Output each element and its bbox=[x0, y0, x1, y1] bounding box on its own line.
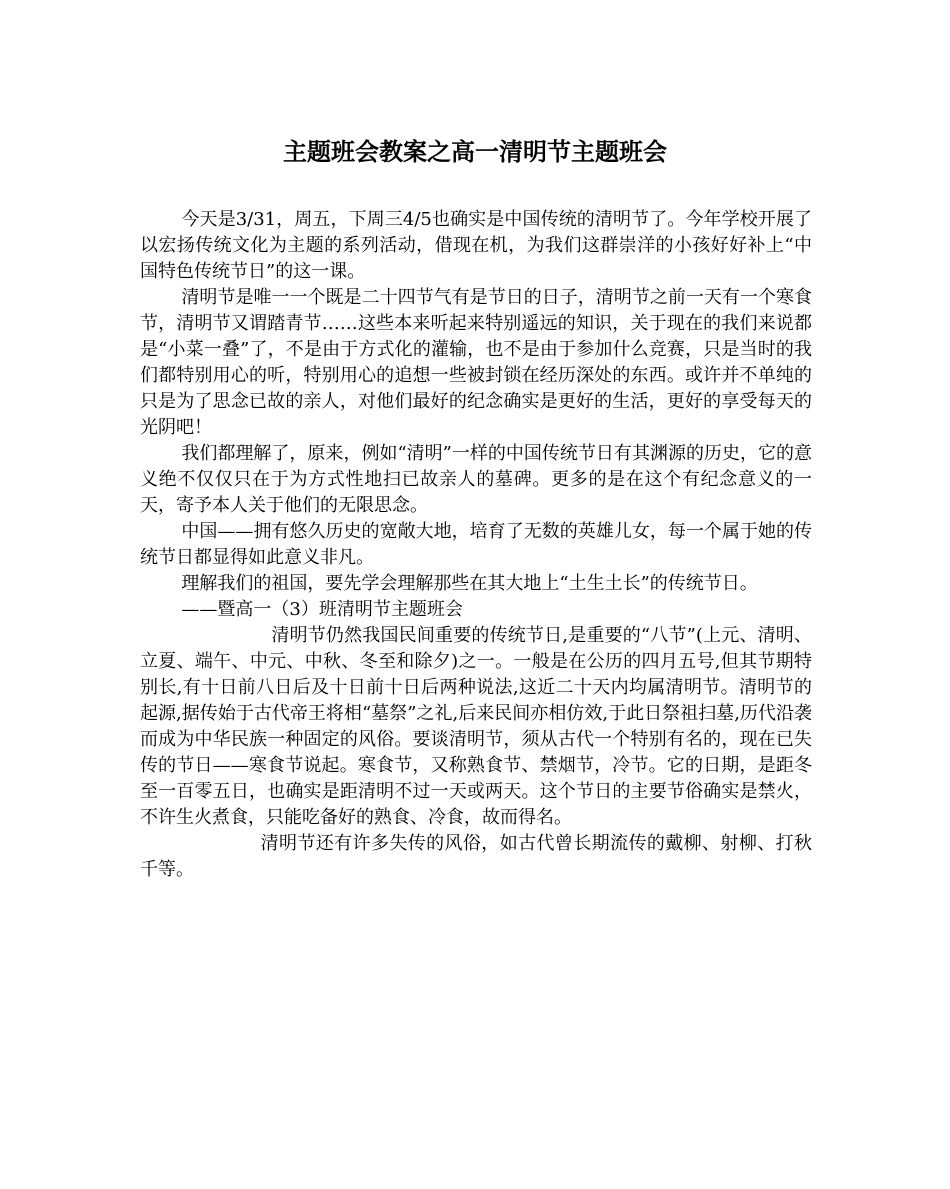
paragraph-customs: 清明节还有许多失传的风俗，如古代曾长期流传的戴柳、射柳、打秋千等。 bbox=[140, 833, 812, 880]
paragraph-qingming-unique: 清明节是唯一一个既是二十四节气有是节日的日子，清明节之前一天有一个寒食节，清明节又谓踏青节……这些本来听起来特别遥远的知识，关于现在的我们来说都是“小菜一叠”了，不是由于方式化的灌输，也不是由于参加什么竞赛，只是当时的我们都特别用心的听，特别用心的追想一些被封锁在经历深处的东西。或许并不单纯的只是为了思念已故的亲人，对他们最好的纪念确实是更好的生活，更好的享受每天的光阴吧！ bbox=[140, 287, 812, 438]
paragraph-china: 中国——拥有悠久历史的宽敞大地，培育了无数的英雄儿女，每一个属于她的传统节日都显得如此意义非凡。 bbox=[140, 521, 812, 568]
paragraph-motherland: 理解我们的祖国，要先学会理解那些在其大地上“土生土长”的传统节日。 bbox=[181, 573, 758, 594]
document-body bbox=[140, 207, 812, 883]
paragraph-class-signature: ——暨高一（3）班清明节主题班会 bbox=[181, 599, 463, 620]
paragraph-origin: 清明节仍然我国民间重要的传统节日,是重要的“八节”(上元、清明、立夏、端午、中元、中秋、冬至和除夕)之一。一般是在公历的四月五号,但其节期特别长,有十日前八日后及十日前十日后两种说法,这近二十天内均属清明节。清明节的起源,据传始于古代帝王将相“墓祭”之礼,后来民间亦相仿效,于此日祭祖扫墓,历代沿袭而成为中华民族一种固定的风俗。要谈清明节，须从古代一个特别有名的，现在已失传的节日——寒食节说起。寒食节，又称熟食节、禁烟节，冷节。它的日期，是距冬至一百零五日，也确实是距清明不过一天或两天。这个节日的主要节俗确实是禁火，不许生火煮食，只能吃备好的熟食、冷食，故而得名。 bbox=[140, 625, 812, 828]
paragraph-understanding: 我们都理解了，原来，例如“清明”一样的中国传统节日有其渊源的历史，它的意义绝不仅仅只在于为方式性地扫已故亲人的墓碑。更多的是在这个有纪念意义的一天，寄予本人关于他们的无限思念。 bbox=[140, 443, 812, 516]
paragraph-intro: 今天是3/31，周五，下周三4/5也确实是中国传统的清明节了。今年学校开展了以宏扬传统文化为主题的系列活动，借现在机，为我们这群崇洋的小孩好好补上“中国特色传统节日”的这一课。 bbox=[140, 209, 812, 282]
document-title: 主题班会教案之高一清明节主题班会 bbox=[283, 138, 667, 166]
